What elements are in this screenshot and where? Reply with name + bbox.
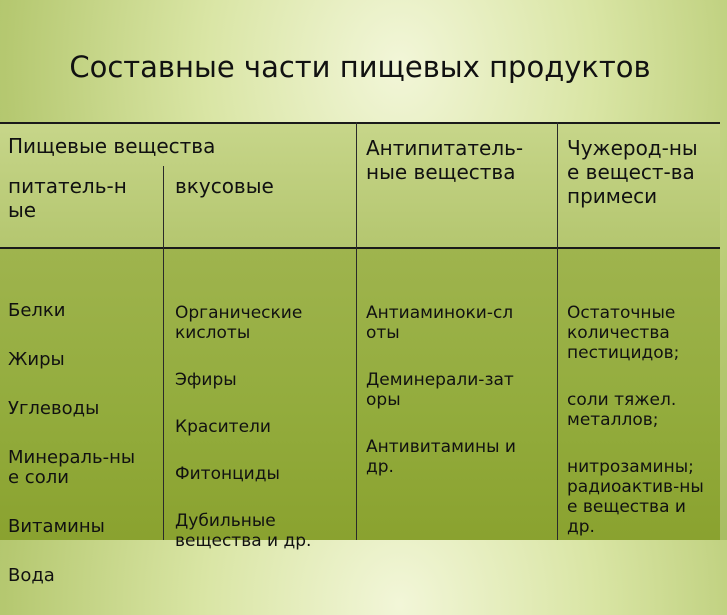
- list-item: Вода: [8, 565, 55, 586]
- list-item: Красители: [175, 417, 271, 437]
- list-item: Дубильные вещества и др.: [175, 511, 312, 551]
- list-foreign: [567, 284, 727, 564]
- col-divider-3: [557, 122, 558, 540]
- list-item: Деминерали-зат оры: [366, 370, 514, 410]
- header-body-divider: [0, 247, 720, 249]
- slide-title: Составные части пищевых продуктов: [69, 50, 651, 84]
- col-divider-2: [356, 122, 357, 540]
- header-antinutritive: Антипитатель- ные вещества: [366, 136, 524, 184]
- header-nutritive: питатель-н ые: [8, 174, 127, 222]
- list-item: Жиры: [8, 349, 65, 370]
- list-item: Органические кислоты: [175, 303, 303, 343]
- list-item: Углеводы: [8, 398, 100, 419]
- list-item: Эфиры: [175, 370, 237, 390]
- list-item: Антивитамины и др.: [366, 437, 516, 477]
- list-item: Антиаминоки-сл оты: [366, 303, 514, 343]
- list-item: соли тяжел. металлов;: [567, 390, 677, 430]
- list-item: Минераль-ны е соли: [8, 447, 136, 488]
- list-nutritive: [8, 282, 160, 615]
- header-flavor: вкусовые: [175, 174, 274, 198]
- table-top-border: [0, 122, 720, 124]
- list-item: Витамины: [8, 516, 105, 537]
- food-components-table: [0, 122, 720, 586]
- list-item: нитрозамины; радиоактив-ны е вещества и др.: [567, 457, 704, 537]
- list-item: Фитонциды: [175, 464, 280, 484]
- list-item: Белки: [8, 300, 66, 321]
- list-antinutritive: [366, 284, 554, 504]
- list-item: Остаточные количества пестицидов;: [567, 303, 680, 363]
- header-foreign-substances: Чужерод-ны е вещест-ва примеси: [567, 136, 698, 208]
- header-food-substances: Пищевые вещества: [8, 134, 216, 158]
- col-divider-1: [163, 166, 164, 540]
- list-flavor: [175, 284, 353, 578]
